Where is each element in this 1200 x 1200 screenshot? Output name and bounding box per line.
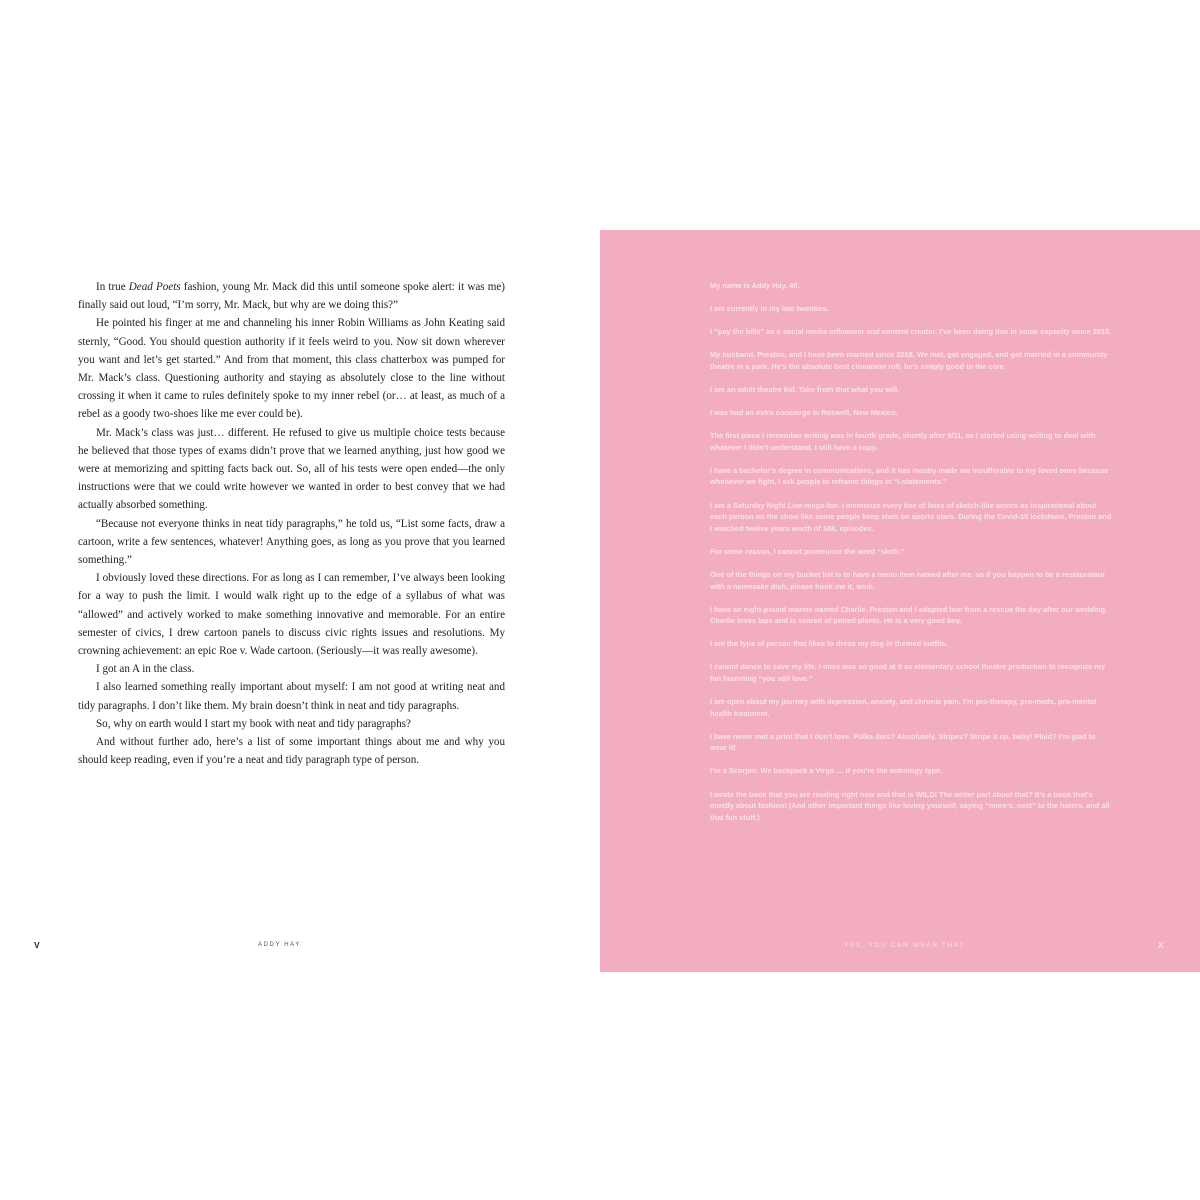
list-item: I am an adult theatre kid. Take from that what you will. (710, 384, 900, 394)
left-page-body (78, 278, 505, 769)
body-paragraph: Mr. Mack’s class was just… different. He refused to give us multiple choice tests because he believed that those types of exams didn’t prove that we learned anything, just how good we were at memorizing and spitting facts back out. So, all of his tests were open ended—the only instructions were that we could write however we wanted in order to best convey that we had actually absorbed something. (78, 426, 505, 512)
body-paragraph: I also learned something really important about myself: I am not good at writing neat and tidy paragraphs. I don’t like them. My brain doesn’t think in neat and tidy paragraphs. (78, 681, 505, 712)
list-item: One of the things on my bucket list is to have a menu item named after me, so if you happen to be a restaurateur with a namesake dish, please hook me it, wink. (710, 569, 1106, 591)
list-item: I was had an extra concierge in Roswell, New Mexico. (710, 408, 898, 418)
body-paragraph: So, why on earth would I start my book with neat and tidy paragraphs? (96, 717, 411, 730)
list-item: For some reason, I cannot pronounce the word “sloth.” (710, 546, 905, 556)
running-head-title: YES, YOU CAN WEAR THAT (844, 942, 965, 949)
list-item: I have never met a print that I don’t love. Polka dots? Absolutely. Stripes? Stripe it up, baby! Plaid? I’m glad to wear it! (710, 731, 1096, 753)
body-paragraph (78, 278, 505, 314)
list-item: I wrote the book that you are reading right now and that is WILD! The writer part about that? It’s a book that’s mostly about fashion! (And other important things like loving yourself, saying “more’s, next” to the haters, and all that fun stuff.) (710, 789, 1110, 822)
paragraph-text: fashion, young Mr. Mack did this until someone spoke alert: it was me) finally said out loud, “I’m sorry, Mr. Mack, but why are we doing this?” (78, 281, 506, 312)
left-page (0, 230, 600, 970)
list-item: I am the type of person that likes to dress my dog in themed outfits. (710, 639, 948, 649)
list-item: My name is Addy Hay, 40. (710, 281, 800, 290)
list-item: I cannot dance to save my life. I once was so good at it as elementary school theatre production to recognize my fan humming “you still love.” (710, 662, 1106, 683)
page-number-left: V (34, 940, 40, 950)
list-item: I have a bachelor’s degree in communications, and it has mostly made me insufferable to my loved ones because whenever we fight, I ask people to reframe things in “I-statements.” (710, 465, 1109, 487)
list-item: I am open about my journey with depression, anxiety, and chronic pain. I’m pro-therapy, pro-meds, pro-mental health treatment. (710, 697, 1097, 718)
body-paragraph: And without further ado, here’s a list of some important things about me and why you should keep reading, even if you’re a neat and tidy paragraph type of person. (78, 736, 505, 767)
list-item: I am currently in my late twenties. (710, 304, 829, 314)
list-item: My husband, Preston, and I have been married since 2018. We met, got engaged, and got married in a community theatre in a park. He’s the absolute best cinnamon roll, he’s simply good to the core. (710, 350, 1108, 371)
list-item: I “pay the bills” as a social media influencer and content creator. I’ve been doing this in some capacity since 2015. (710, 327, 1112, 337)
body-paragraph: I obviously loved these directions. For as long as I can remember, I’ve always been looking for a way to push the limit. I would walk right up to the edge of a syllabus of what was “allowed” and actively worked to make something innovative and memorable. For an entire semester of civics, I drew cartoon panels to discuss civic rights issues and resolutions. My crowning achievement: an epic Roe v. Wade cartoon. (Seriously—it was really awesome). (78, 572, 505, 658)
running-head-author: ADDY HAY (258, 942, 301, 948)
list-item: I’m a Scorpio. We backpack a Virgo … if you’re the astrology type. (710, 766, 943, 776)
body-paragraph: I got an A in the class. (96, 663, 195, 676)
right-page (600, 230, 1200, 972)
paragraph-text: In true (96, 281, 129, 293)
list-item: I am a Saturday Night Live-mega-fan. I memorize every line of lines of sketch-like actors as inspirational about each person on the show like some people keep stats on sports stars. During the Covid-19 lockdown, Preston and I watched twelve years worth of SNL episodes. (710, 500, 1112, 533)
facts-list (710, 280, 1114, 835)
page-number-right: X (1158, 941, 1164, 950)
body-paragraph: “Because not everyone thinks in neat tidy paragraphs,” he told us, “List some facts, draw a cartoon, write a few sentences, whatever! Anything goes, as long as you prove that you learned something.” (78, 517, 505, 567)
list-item: I have an eight-pound marine named Charlie. Preston and I adopted him from a rescue the day after our wedding. Charlie loves laps and is scared of potted plants. He is a very good boy. (710, 604, 1108, 626)
body-paragraph: He pointed his finger at me and channeling his inner Robin Williams as John Keating said sternly, “Good. You should question authority if it feels weird to you. Now sit down wherever you want and let’s get started.” And from that moment, this class chatterbox was pumped for Mr. Mack’s class. Questioning authority and staying as absolutely close to the line without crossing it when it came to rules definitely spoke to my inner rebel (or… at least, as much of a rebel as a goody two-shoes like me ever could be). (78, 317, 505, 421)
list-item: The first piece I remember writing was in fourth grade, shortly after 9/11, as I started using writing to deal with whatever I didn’t understand. I still have a copy. (710, 431, 1096, 452)
film-title: Dead Poets (128, 281, 181, 293)
